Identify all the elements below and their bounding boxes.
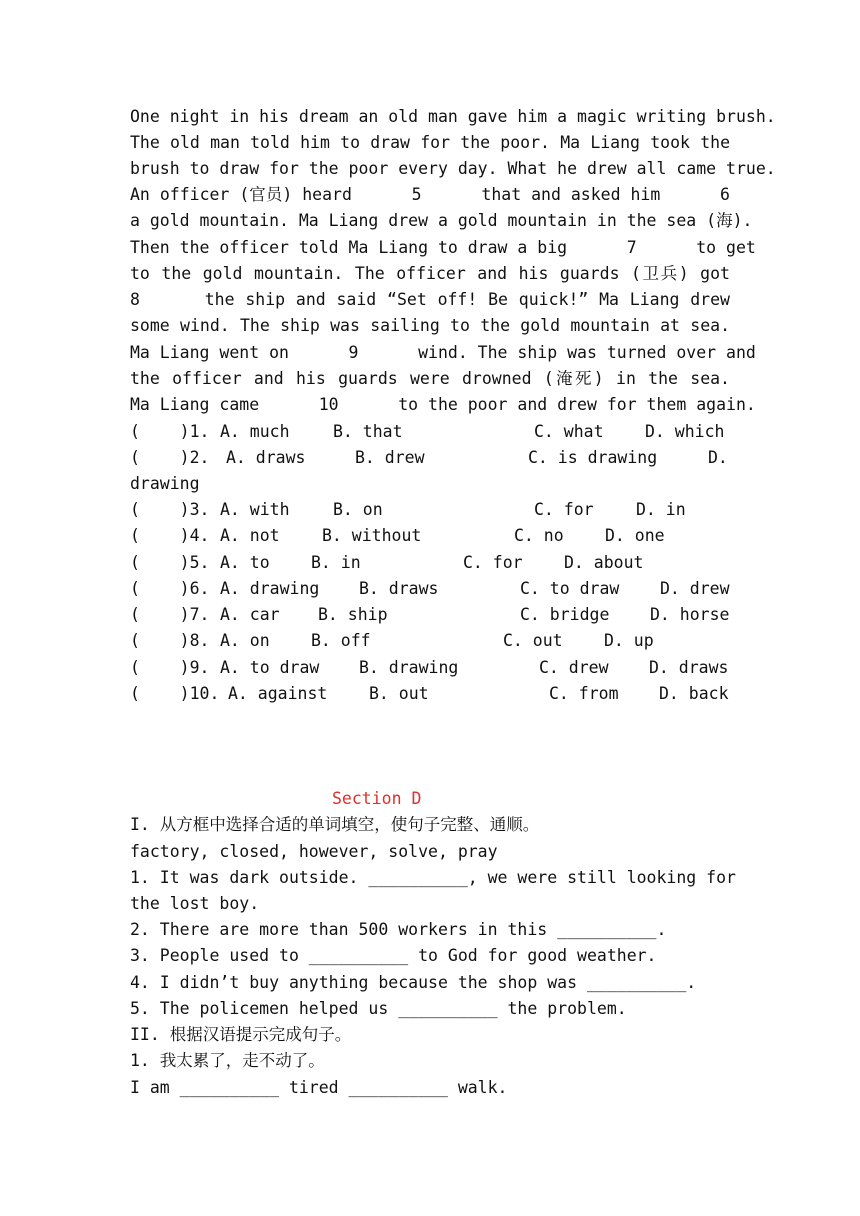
- option-c: C. out: [503, 631, 563, 650]
- option-d: D. back: [659, 684, 729, 703]
- section-title: Section D: [332, 789, 422, 808]
- option-b: B. out: [369, 684, 429, 703]
- option-b: B. draws: [359, 579, 439, 598]
- option-c: C. for: [534, 500, 594, 519]
- option-c: C. to draw: [520, 579, 620, 598]
- passage-line: a gold mountain. Ma Liang drew a gold mountain in the sea (海).: [130, 211, 753, 230]
- passage-line: Ma Liang came 10 to the poor and drew for them again.: [130, 395, 756, 414]
- question-number: ( )1.: [130, 422, 210, 441]
- option-d: D. which: [645, 422, 725, 441]
- option-b: B. ship: [318, 605, 388, 624]
- part2-heading: II. 根据汉语提示完成句子。: [130, 1025, 352, 1044]
- passage-line: An officer (官员) heard 5 that and asked him 6: [130, 185, 730, 204]
- question-number: ( )7.: [130, 605, 210, 624]
- passage-line: Ma Liang went on 9 wind. The ship was turned over and: [130, 343, 756, 362]
- question-number: ( )2.: [130, 448, 210, 467]
- question-row: [130, 681, 730, 707]
- option-a: A. to: [220, 553, 270, 572]
- question-number: ( )10.: [130, 684, 220, 703]
- question-row: [130, 602, 730, 628]
- passage-line: to the gold mountain. The officer and his guards (卫兵) got: [130, 264, 730, 283]
- question-number: ( )4.: [130, 526, 210, 545]
- question-row: [130, 655, 730, 681]
- option-c: C. is drawing: [528, 448, 658, 467]
- option-b: B. drawing: [359, 658, 459, 677]
- question-number: ( )8.: [130, 631, 210, 650]
- question-row: [130, 445, 730, 471]
- question-row: [130, 628, 730, 654]
- translation-prompt: 1. 我太累了，走不动了。: [130, 1051, 325, 1070]
- option-b: B. without: [322, 526, 422, 545]
- question-wrap-line: drawing: [130, 474, 200, 493]
- translation-answer-line: I am __________ tired __________ walk.: [130, 1078, 508, 1097]
- option-b: B. in: [311, 553, 361, 572]
- option-b: B. drew: [355, 448, 425, 467]
- option-d: D. in: [636, 500, 686, 519]
- question-number: ( )5.: [130, 553, 210, 572]
- option-d: D. about: [564, 553, 644, 572]
- question-row: [130, 550, 730, 576]
- passage-line: brush to draw for the poor every day. What he drew all came true.: [130, 159, 776, 178]
- option-a: A. against: [228, 684, 328, 703]
- option-c: C. from: [549, 684, 619, 703]
- question-row: [130, 497, 730, 523]
- passage-line: some wind. The ship was sailing to the gold mountain at sea.: [130, 316, 730, 335]
- option-d: D. one: [605, 526, 665, 545]
- option-a: A. not: [220, 526, 280, 545]
- option-b: B. off: [311, 631, 371, 650]
- exercise-item: 2. There are more than 500 workers in this __________.: [130, 920, 667, 939]
- option-d: D. horse: [650, 605, 730, 624]
- passage-line: One night in his dream an old man gave him a magic writing brush.: [130, 107, 776, 126]
- question-row: [130, 419, 730, 445]
- option-a: A. draws: [226, 448, 306, 467]
- option-b: B. that: [333, 422, 403, 441]
- option-a: A. with: [220, 500, 290, 519]
- question-number: ( )9.: [130, 658, 210, 677]
- option-a: A. drawing: [220, 579, 320, 598]
- option-c: C. for: [463, 553, 523, 572]
- option-d: D. drew: [660, 579, 730, 598]
- exercise-item: 3. People used to __________ to God for good weather.: [130, 946, 657, 965]
- option-c: C. drew: [539, 658, 609, 677]
- option-c: C. what: [534, 422, 604, 441]
- passage-line: The old man told him to draw for the poor. Ma Liang took the: [130, 133, 730, 152]
- question-row: [130, 523, 730, 549]
- option-b: B. on: [333, 500, 383, 519]
- option-d: D. draws: [649, 658, 729, 677]
- option-a: A. to draw: [220, 658, 320, 677]
- part1-heading: I. 从方框中选择合适的单词填空，使句子完整、通顺。: [130, 815, 540, 834]
- exercise-item: 5. The policemen helped us __________ the problem.: [130, 999, 627, 1018]
- option-c: C. bridge: [520, 605, 610, 624]
- option-a: A. on: [220, 631, 270, 650]
- question-number: ( )6.: [130, 579, 210, 598]
- option-d: D.: [708, 448, 728, 467]
- option-a: A. much: [220, 422, 290, 441]
- option-a: A. car: [220, 605, 280, 624]
- exercise-item: 1. It was dark outside. __________, we were still looking for: [130, 868, 736, 887]
- question-number: ( )3.: [130, 500, 210, 519]
- passage-line: Then the officer told Ma Liang to draw a big 7 to get: [130, 238, 756, 257]
- passage-line: 8 the ship and said “Set off! Be quick!” Ma Liang drew: [130, 290, 730, 309]
- passage-line: the officer and his guards were drowned (淹死) in the sea.: [130, 369, 730, 388]
- option-c: C. no: [514, 526, 564, 545]
- option-d: D. up: [604, 631, 654, 650]
- word-box: factory, closed, however, solve, pray: [130, 842, 498, 861]
- exercise-item-continued: the lost boy.: [130, 894, 260, 913]
- question-row: [130, 576, 730, 602]
- exercise-item: 4. I didn’t buy anything because the shop was __________.: [130, 973, 697, 992]
